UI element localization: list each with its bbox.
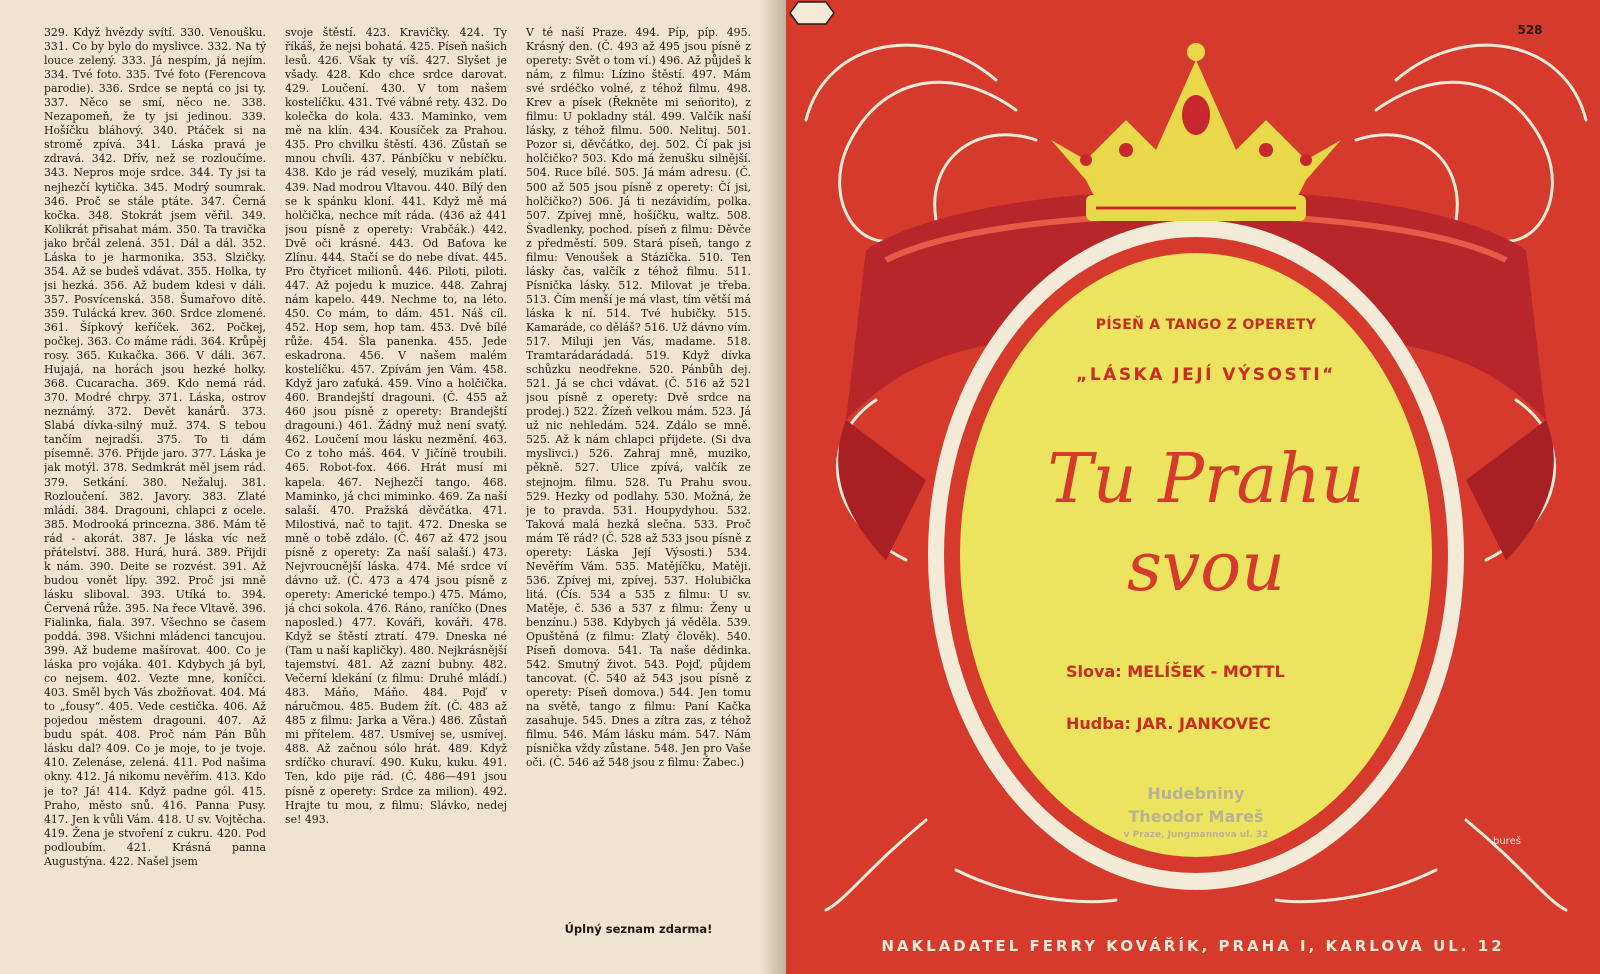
stamp-line-3: v Praze, Jungmannova ul. 32 [1123, 830, 1269, 840]
song-list-column-2: svoje štěstí. 423. Kravičky. 424. Ty říkáš, že nejsi bohatá. 425. Píseň našich lesů. 426. Však ty víš. 427. Slyšet je všady. 428. Kdo chce srdce darovat. 429. Loučení. 430. V tom našem kostelíčku. 431. Tvé vábné rety. 432. Do kolečka do kola. 433. Maminko, vem mě na klín. 434. Kousíček za Prahou. 435. Pro chvilku štěstí. 436. Zůstaň se mnou chvíli. 437. Pánbíčku v nebíčku. 438. Kdo je rád veselý, muzikám platí. 439. Nad modrou Vltavou. 440. Bílý den se k spánku kloní. 441. Když mě má holčička, nechce mít ráda. (436 až 441 jsou písně z operety: Vrabčák.) 442. Dvě oči krásné. 443. Od Baťova ke Zlínu. 444. Stačí se do nebe dívat. 445. Pro čtyřicet milionů. 446. Piloti, piloti. 447. Až pojedu k muzice. 448. Zahraj nám kapelo. 449. Nechme to, na léto. 450. Co mám, to dám. 451. Náš cíl. 452. Hop sem, hop tam. 453. Dvě bílé růže. 454. Šla panenka. 455. Jede eskadrona. 456. V našem malém kostelíčku. 457. Zpívám jen Vám. 458. Když jaro zaťuká. 459. Víno a holčička. 460. Brandejští dragouni. (Č. 455 až 460 jsou písně z operety: Brandejští dragouni.) 461. Žádný muž není svatý. 462. Loučení mou lásku nezmění. 463. Co z toho máš. 464. V Jičíně troubili. 465. Robot-fox. 466. Hrát musí mi kapela. 467. Nejhezčí tango. 468. Maminko, já chci miminko. 469. Za naší salaší. 470. Pražská děvčátka. 471. Milostivá, nač to tajit. 472. Dneska se mně o tobě zdálo. (Č. 467 až 472 jsou písně z operety: Za naší salaší.) 473. Nejvroucnější láska. 474. Mé srdce ví dávno už. (Č. 473 a 474 jsou písně z operety: Americké tempo.) 475. Mámo, já chci sokola. 476. Ráno, raníčko (Dnes naposled.) 477. Kováři, kováři. 478. Když se štěstí ztratí. 479. Dneska né (Tam u naší kapličky). 480. Nejkrásnější tajemství. 481. Až zazní bubny. 482. Večerní klekání (z filmu: Druhé mládí.) 483. Máňo, Máňo. 484. Pojď v náručmou. 485. Budem žít. (Č. 483 až 485 z filmu: Jarka a Věra.) 486. Zůstaň mi přítelem. 487. Usmívej se, usmívej. 488. Až začnou sólo hrát. 489. Když srdíčko churaví. 490. Kuku, kuku. 491. Ten, kdo pije rád. (Č. 486—491 jsou písně z operety: Srdce za milion). 492. Hrajte tu mou, z filmu: Slávko, nedej se! 493. [285, 26, 507, 826]
song-list-column-1: 329. Když hvězdy svítí. 330. Venoušku. 331. Co by bylo do myslivce. 332. Na tý louce zelený. 333. Já nespím, já nejím. 334. Tvé foto. 335. Tvé foto (Ferencova parodie). 336. Srdce se neptá co jsi ty. 337. Něco se smí, něco ne. 338. Nezapomeň, že ty jsi jedinou. 339. Hošíčku bláhový. 340. Ptáček si na stromě zpívá. 341. Láska pravá je zdravá. 342. Dřív, než se rozloučíme. 343. Nepros moje srdce. 344. Ty jsi ta nejhezčí kytička. 345. Modrý soumrak. 346. Proč se stále ptáte. 347. Černá kočka. 348. Stokrát jsem věřil. 349. Kolikrát přisahat mám. 350. Ta travička jako brčál zelená. 351. Dál a dál. 352. Láska to je harmonika. 353. Slzičky. 354. Až se budeš vdávat. 355. Holka, ty jsi hezká. 356. Až budem kdesi v dáli. 357. Posvícenská. 358. Šumařovo dítě. 359. Tulácká krev. 360. Srdce zlomené. 361. Šípkový keříček. 362. Počkej, počkej. 363. Co máme rádi. 364. Krůpěj rosy. 365. Kukačka. 366. V dáli. 367. Hujajá, na horách jsou hezké holky. 368. Cucaracha. 369. Kdo nemá rád. 370. Modré chrpy. 371. Láska, ostrov neznámý. 372. Devět kanárů. 373. Slabá dívka-silný muž. 374. S tebou tančím nejradši. 375. To ti dám písemně. 376. Přijde jaro. 377. Láska je jak motýl. 378. Sedmkrát měl jsem rád. 379. Setkání. 380. Nežaluj. 381. Rozloučení. 382. Javory. 383. Zlaté mládí. 384. Dragouni, chlapci z ocele. 385. Modrooká princezna. 386. Mám tě rád - akorát. 387. Je láska víc než přátelství. 388. Hurá, hurá. 389. Přijdi k nám. 390. Deite se rozvést. 391. Až budou vonět lípy. 392. Proč jsi mně lásku sliboval. 393. Utíká to. 394. Červená růže. 395. Na řece Vltavě. 396. Fialinka, fiala. 397. Všechno se časem poddá. 398. Všichni mládenci tancujou. 399. Až budeme mašírovat. 400. Co je láska pro vojáka. 401. Kdybych já byl, co nejsem. 402. Vezte mne, koníčci. 403. Směl bych Vás zbožňovat. 404. Má to „fousy“. 405. Vede cestička. 406. Až pojedou městem dragouni. 407. Až budu spát. 408. Proč nám Pán Bůh lásku dal? 409. Co je moje, to je tvoje. 410. Zelenáse, zelená. 411. Pod našima okny. 412. Já nikomu nevěřím. 413. Kdo je to? Já! 414. Když padne gól. 415. Praho, město snů. 416. Panna Pusy. 417. Jen k vůli Vám. 418. U sv. Vojtěcha. 419. Žena je stvoření z cukru. 420. Pod podloubím. 421. Krásná panna Augustýna. 422. Našel jsem [44, 26, 266, 868]
sheet-music-cover [786, 0, 1600, 974]
shop-stamp [1076, 784, 1316, 840]
music-credit: Hudba: JAR. JANKOVEC [1066, 714, 1271, 733]
stamp-line-1: Hudebniny [1147, 784, 1245, 803]
catalog-number-badge [786, 0, 838, 26]
song-title-line-2: svou [1126, 528, 1286, 607]
catalog-number: 528 [1517, 23, 1543, 37]
artist-signature: bureš [1493, 836, 1521, 847]
publisher-line: NAKLADATEL FERRY KOVÁŘÍK, PRAHA I, KARLOVA UL. 12 [881, 937, 1505, 955]
lyrics-credit: Slova: MELÍŠEK - MOTTL [1066, 662, 1285, 681]
operetta-title: „LÁSKA JEJÍ VÝSOSTI“ [1076, 365, 1336, 385]
song-list-column-3: V té naší Praze. 494. Píp, píp. 495. Krásný den. (Č. 493 až 495 jsou písně z operety: Svět o tom ví.) 496. Až půjdeš k nám, z filmu: Lízino štěstí. 497. Mám své srdéčko volné, z téhož filmu. 498. Krev a písek (Řekněte mi señorito), z filmu: U pokladny stál. 499. Valčík naší lásky, z téhož filmu. 500. Nelituj. 501. Pozor si, děvčátko, dej. 502. Čí pak jsi holčičko? 503. Kdo má ženušku silnější. 504. Ruce bílé. 505. Já mám adresu. (Č. 500 až 505 jsou písně z operety: Čí jsi, holčičko?) 506. Já ti nezávidím, polka. 507. Zpívej mně, hošíčku, waltz. 508. Švadlenky, pochod. píseň z filmu: Děvče z předměstí. 509. Stará píseň, tango z filmu: Venoušek a Stázička. 510. Ten lásky čas, valčík z téhož filmu. 511. Písnička lásky. 512. Milovat je třeba. 513. Čím menší je má vlast, tím větší má láska k ní. 514. Tvé hubičky. 515. Kamaráde, co děláš? 516. Už dávno vím. 517. Miluji jen Vás, madame. 518. Tramtarádarádadá. 519. Když dívka schůzku neodřekne. 520. Pánbůh dej. 521. Já se chci vdávat. (Č. 516 až 521 jsou písně z operety: Dvě srdce na prodej.) 522. Žízeň velkou mám. 523. Já už nic nehledám. 524. Zdálo se mně. 525. Až k nám chlapci přijdete. (Si dva myslivci.) 526. Zahraj mně, muziko, pěkně. 527. Ulice zpívá, valčík ze stejnojm. filmu. 528. Tu Prahu svou. 529. Hezky od podlahy. 530. Možná, že je to pravda. 531. Houpydyhou. 532. Taková malá hezká slečna. 533. Proč mám Tě rád? (Č. 528 až 533 jsou písně z operety: Láska Její Výsosti.) 534. Nevěřím Vám. 535. Matějíčku, Matěji. 536. Zpívej mi, zpívej. 537. Holubička litá. (Čís. 534 a 535 z filmu: U sv. Matěje, č. 536 a 537 z filmu: Ženy u benzínu.) 538. Kdybych já věděla. 539. Opuštěná (z filmu: Zlatý člověk). 540. Píseň domova. 541. Ta naše dědinka. 542. Smutný život. 543. Pojď, půjdem tancovat. (Č. 540 až 543 jsou písně z operety: Píseň domova.) 544. Jen tomu na světě, tango z filmu: Paní Kačka zasahuje. 545. Dnes a zítra zas, z téhož filmu. 546. Mám lásku mám. 547. Nám písnička vždy zůstane. 548. Jen pro Vaše oči. (Č. 546 až 548 jsou z filmu: Žabec.) [526, 26, 751, 770]
song-list-page [0, 0, 786, 974]
crown-icon [1051, 43, 1341, 221]
operetta-subtitle: PÍSEŇ A TANGO Z OPERETY [1095, 317, 1317, 333]
song-title-line-1: Tu Prahu [1047, 440, 1365, 519]
free-catalog-note: Úplný seznam zdarma! [564, 922, 713, 936]
stamp-line-2: Theodor Mareš [1128, 807, 1264, 826]
